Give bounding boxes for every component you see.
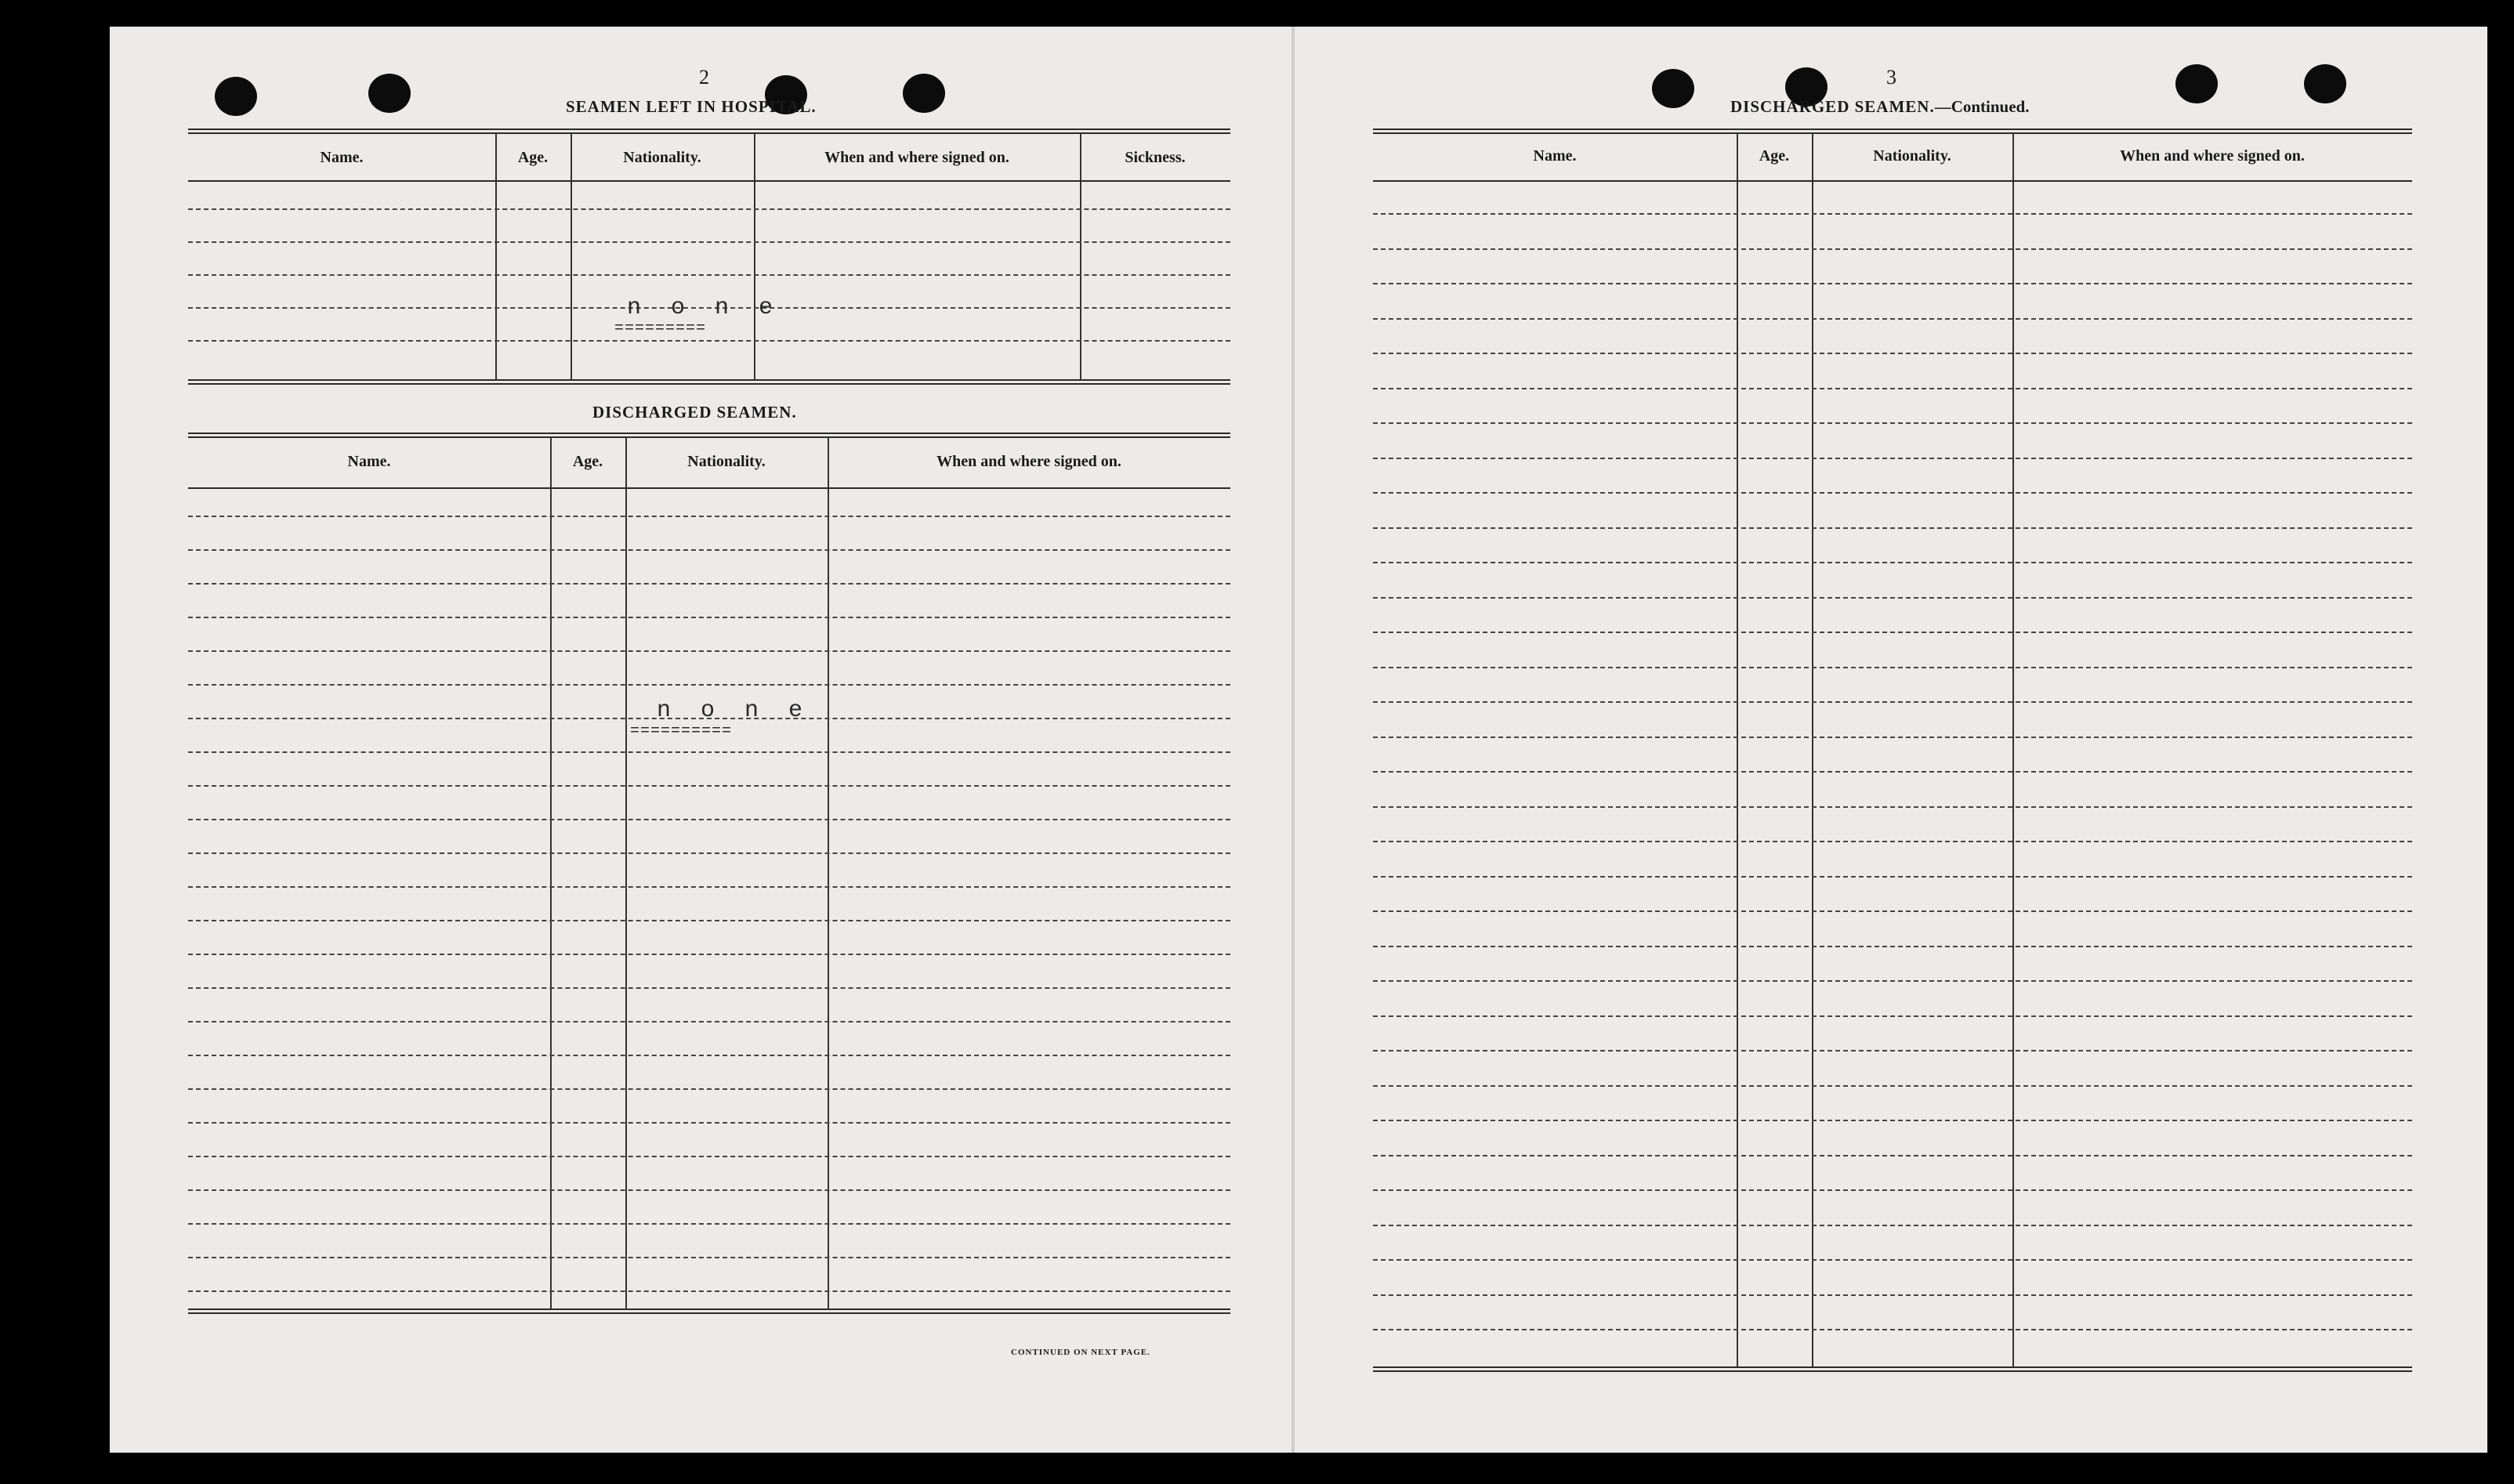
column-header-name: Name.: [320, 149, 364, 166]
entry-line: [1373, 667, 2412, 668]
page-number: 2: [699, 66, 709, 89]
left-page: [110, 27, 1293, 1453]
column-header-age: Age.: [1759, 147, 1790, 165]
entry-line: [188, 1021, 1230, 1023]
entry-line: [188, 1290, 1230, 1292]
punch-hole: [1652, 69, 1694, 108]
column-header-name: Name.: [347, 453, 391, 470]
punch-hole: [215, 77, 257, 116]
column-header-age: Age.: [572, 453, 603, 470]
right-page: [1295, 27, 2487, 1453]
entry-line: [188, 920, 1230, 921]
column-divider: [754, 133, 755, 381]
entry-line: [188, 852, 1230, 854]
entry-line: [188, 1156, 1230, 1157]
entry-line: [188, 751, 1230, 753]
punch-hole: [2175, 64, 2218, 103]
entry-line: [1373, 458, 2412, 459]
entry-line: [1373, 1259, 2412, 1261]
column-header-name: Name.: [1533, 147, 1577, 165]
discharged-section-title: DISCHARGED SEAMEN.: [592, 403, 797, 422]
entry-line: [188, 1223, 1230, 1225]
punch-hole: [903, 74, 945, 113]
column-header-signed-on: When and where signed on.: [2120, 147, 2305, 165]
column-divider: [550, 437, 552, 1310]
column-header-signed-on: When and where signed on.: [936, 453, 1121, 470]
column-divider: [625, 437, 627, 1310]
entry-line: [188, 1055, 1230, 1056]
entry-line: [1373, 771, 2412, 773]
entry-line: [188, 274, 1230, 276]
entry-line: [1373, 283, 2412, 284]
entry-line: [188, 684, 1230, 686]
column-header-sickness: Sickness.: [1125, 149, 1186, 166]
column-header-signed-on: When and where signed on.: [824, 149, 1009, 166]
title-text: DISCHARGED SEAMEN.: [1730, 97, 1935, 116]
entry-line: [1373, 353, 2412, 354]
entry-line: [1373, 1085, 2412, 1087]
hospital-section-title: SEAMEN LEFT IN HOSPITAL.: [566, 97, 817, 116]
header-bottom-rule: [1373, 180, 2412, 182]
entry-line: [188, 987, 1230, 989]
hospital-entry-none: n o n e: [627, 295, 781, 321]
entry-line: [188, 549, 1230, 551]
entry-line: [1373, 1015, 2412, 1017]
entry-line: [188, 819, 1230, 820]
column-header-nationality: Nationality.: [623, 149, 701, 166]
entry-line: [1373, 841, 2412, 842]
header-bottom-rule: [188, 487, 1230, 489]
punch-hole: [368, 74, 411, 113]
title-suffix: —Continued.: [1934, 97, 2030, 116]
entry-line: [1373, 876, 2412, 878]
header-bottom-rule: [188, 180, 1230, 182]
column-divider: [495, 133, 497, 381]
entry-line: [1373, 562, 2412, 563]
entry-line: [1373, 1189, 2412, 1191]
entry-line: [1373, 1155, 2412, 1156]
entry-line: [188, 583, 1230, 585]
entry-line: [1373, 597, 2412, 599]
hospital-entry-underline: =========: [614, 320, 707, 338]
table-bottom-rule: [1373, 1366, 2412, 1372]
page-number: 3: [1886, 66, 1896, 89]
entry-line: [1373, 1225, 2412, 1226]
entry-line: [188, 516, 1230, 517]
entry-line: [188, 241, 1230, 243]
entry-line: [188, 1257, 1230, 1258]
discharged-entry-underline: ==========: [630, 722, 733, 740]
entry-line: [1373, 318, 2412, 320]
entry-line: [188, 1122, 1230, 1124]
entry-line: [188, 650, 1230, 652]
entry-line: [188, 785, 1230, 787]
entry-line: [188, 1189, 1230, 1191]
entry-line: [1373, 527, 2412, 529]
entry-line: [1373, 248, 2412, 250]
table-bottom-rule: [188, 1308, 1230, 1314]
table-top-rule: [188, 128, 1230, 134]
discharged-continued-title: [1730, 97, 2029, 117]
punch-hole: [2304, 64, 2346, 103]
column-divider: [828, 437, 829, 1310]
entry-line: [188, 617, 1230, 618]
table-top-rule: [1373, 128, 2412, 134]
column-header-nationality: Nationality.: [1873, 147, 1951, 165]
entry-line: [1373, 1329, 2412, 1330]
entry-line: [1373, 1294, 2412, 1296]
continued-footer: CONTINUED ON NEXT PAGE.: [1011, 1348, 1150, 1357]
entry-line: [1373, 910, 2412, 912]
entry-line: [1373, 492, 2412, 494]
entry-line: [1373, 946, 2412, 947]
entry-line: [188, 954, 1230, 955]
entry-line: [1373, 1120, 2412, 1121]
discharged-entry-none: n o n e: [657, 697, 811, 724]
entry-line: [1373, 213, 2412, 215]
entry-line: [188, 886, 1230, 888]
entry-line: [1373, 388, 2412, 389]
column-header-age: Age.: [517, 149, 549, 166]
entry-line: [188, 340, 1230, 342]
column-divider: [1080, 133, 1081, 381]
entry-line: [1373, 806, 2412, 808]
column-divider: [571, 133, 572, 381]
entry-line: [1373, 632, 2412, 633]
table-bottom-rule: [188, 379, 1230, 385]
column-header-nationality: Nationality.: [687, 453, 766, 470]
entry-line: [1373, 1050, 2412, 1051]
table-top-rule: [188, 433, 1230, 438]
entry-line: [188, 1088, 1230, 1090]
entry-line: [1373, 737, 2412, 738]
entry-line: [188, 208, 1230, 210]
entry-line: [1373, 422, 2412, 424]
entry-line: [1373, 701, 2412, 703]
entry-line: [1373, 980, 2412, 982]
